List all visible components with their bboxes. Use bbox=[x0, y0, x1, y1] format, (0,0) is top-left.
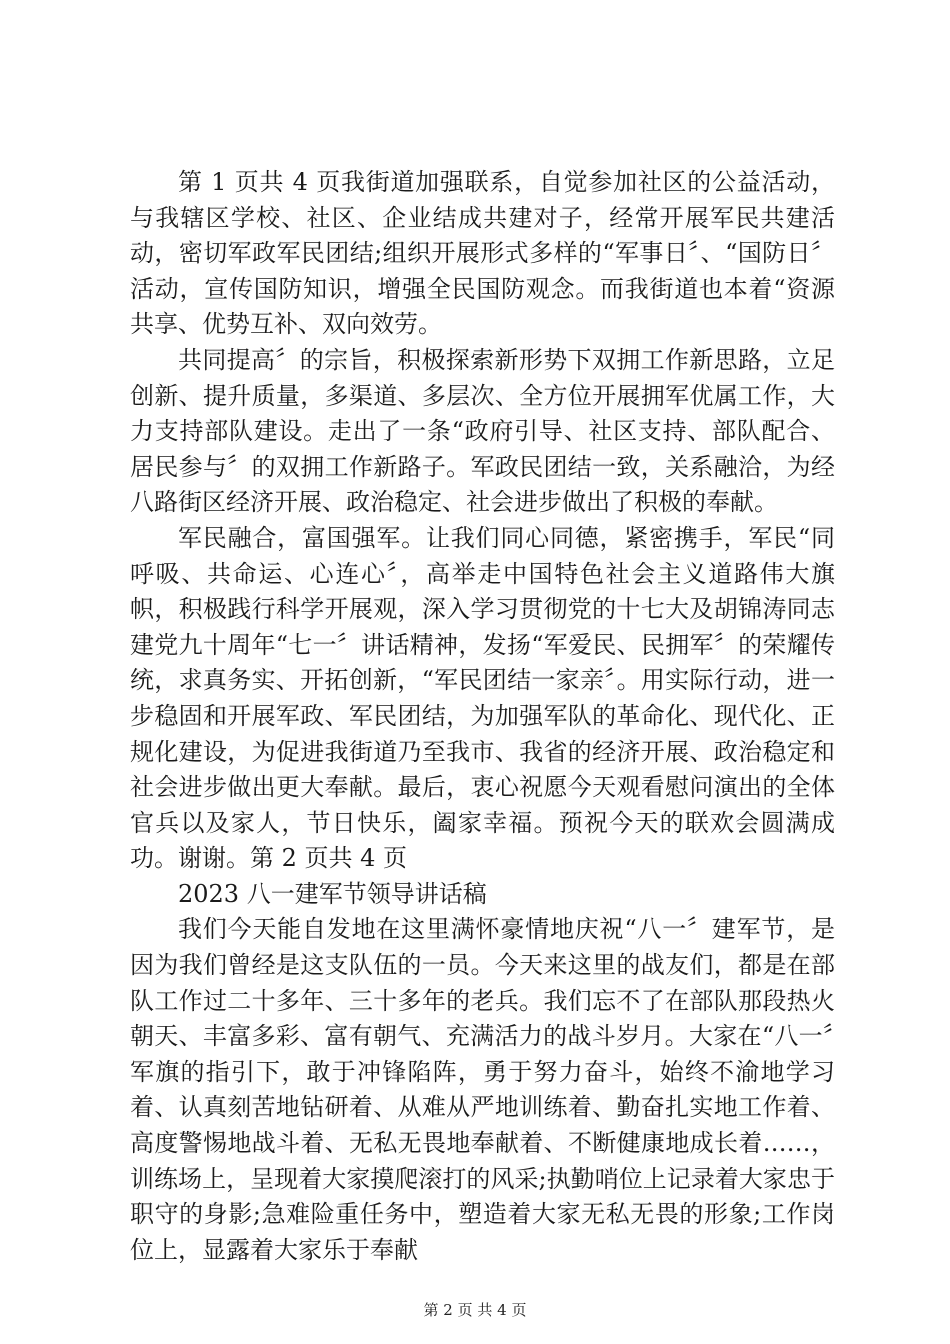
paragraph-3: 军民融合，富国强军。让我们同心同德，紧密携手，军民“同呼吸、共命运、心连心〞，高举走中国特色社会主义道路伟大旗帜，积极践行科学开展观，深入学习贯彻党的十七大及胡锦涛同志建党九十周年“七一〞讲话精神，发扬“军爱民、民拥军〞的荣耀传统，求真务实、开拓创新，“军民团结一家亲〞。用实际行动，进一步稳固和开展军政、军民团结，为加强军队的革命化、现代化、正规化建设，为促进我街道乃至我市、我省的经济开展、政治稳定和社会进步做出更大奉献。最后，衷心祝愿今天观看慰问演出的全体官兵以及家人，节日快乐，阖家幸福。预祝今天的联欢会圆满成功。谢谢。第 2 页共 4 页 bbox=[130, 523, 835, 873]
paragraph-4: 我们今天能自发地在这里满怀豪情地庆祝“八一〞建军节，是因为我们曾经是这支队伍的一员。今天来这里的战友们，都是在部队工作过二十多年、三十多年的老兵。我们忘不了在部队那段热火朝天、丰富多彩、富有朝气、充满活力的战斗岁月。大家在“八一〞军旗的指引下，敢于冲锋陷阵，勇于努力奋斗，始终不渝地学习着、认真刻苦地钻研着、从难从严地训练着、勤奋扎实地工作着、高度警惕地战斗着、无私无畏地奉献着、不断健康地成长着……，训练场上，呈现着大家摸爬滚打的风采;执勤哨位上记录着大家忠于职守的身影;急难险重任务中，塑造着大家无私无畏的形象;工作岗位上，显露着大家乐于奉献 bbox=[130, 915, 835, 1264]
page-number-footer: 第 2 页 共 4 页 bbox=[423, 1301, 527, 1319]
section-title: 2023 八一建军节领导讲话稿 bbox=[178, 879, 487, 908]
document-body bbox=[130, 165, 835, 1268]
paragraph-2: 共同提高〞的宗旨，积极探索新形势下双拥工作新思路，立足创新、提升质量，多渠道、多层次、全方位开展拥军优属工作，大力支持部队建设。走出了一条“政府引导、社区支持、部队配合、居民参与〞的双拥工作新路子。军政民团结一致，关系融洽，为经八路街区经济开展、政治稳定、社会进步做出了积极的奉献。 bbox=[130, 345, 835, 517]
paragraph-1: 第 1 页共 4 页我街道加强联系，自觉参加社区的公益活动，与我辖区学校、社区、企业结成共建对子，经常开展军民共建活动，密切军政军民团结;组织开展形式多样的“军事日〞、“国防日〞活动，宣传国防知识，增强全民国防观念。而我街道也本着“资源共享、优势互补、双向效劳。 bbox=[130, 168, 835, 339]
